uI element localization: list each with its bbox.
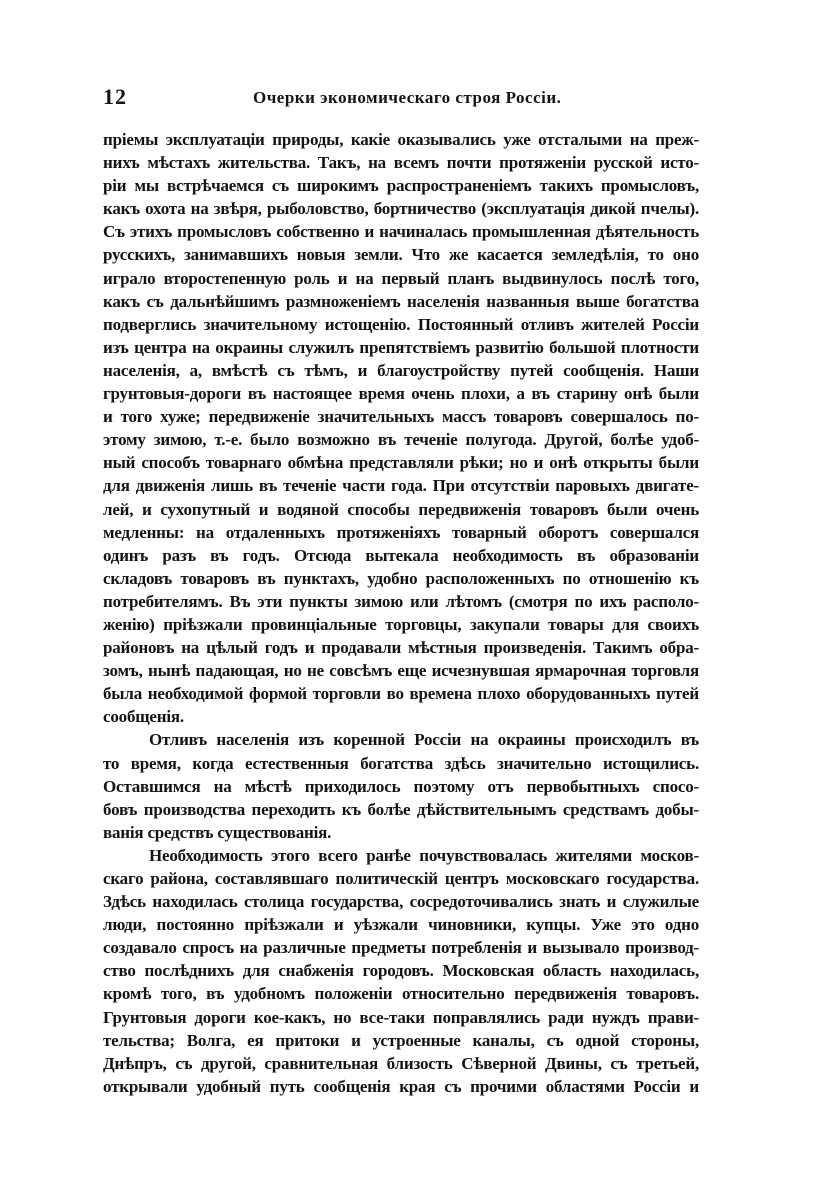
text-line: Здѣсь находилась столица государства, сосредоточивались знать и служилые xyxy=(103,892,699,912)
text-line: нихъ мѣстахъ жительства. Такъ, на всемъ почти протяженіи русской исто- xyxy=(103,153,699,173)
text-line: открывали удобный путь сообщенія края съ прочими областями Россіи и xyxy=(103,1076,699,1096)
text-line: создавало спросъ на различные предметы потребленія и вызывало производ- xyxy=(103,938,699,958)
text-line: грунтовыя-дороги въ настоящее время очень плохи, а въ старину онѣ были xyxy=(103,384,699,404)
text-line: то время, когда естественныя богатства здѣсь значительно истощились. xyxy=(103,753,699,773)
text-line: была необходимой формой торговли во времена плохо оборудованныхъ путей xyxy=(103,684,699,704)
paragraph-last-line: сообщенія. xyxy=(103,707,184,727)
text-line: люди, постоянно пріѣзжали и уѣзжали чиновники, купцы. Уже это одно xyxy=(103,915,699,935)
text-line: подверглись значительному истощенію. Постоянный отливъ жителей Россіи xyxy=(103,314,699,334)
paragraph-first-line: Отливъ населенія изъ коренной Россіи на окраины происходилъ въ xyxy=(149,730,699,750)
text-line: лей, и сухопутный и водяной способы передвиженія товаровъ были очень xyxy=(103,499,699,519)
text-line: ріи мы встрѣчаемся съ широкимъ распространеніемъ такихъ промысловъ, xyxy=(103,176,699,196)
text-line: ство послѣднихъ для снабженія городовъ. Московская область находилась, xyxy=(103,961,699,981)
text-line: зомъ, нынѣ падающая, но не совсѣмъ еще исчезнувшая ярмарочная торговля xyxy=(103,661,699,681)
text-line: женію) пріѣзжали провинціальные торговцы, закупали товары для своихъ xyxy=(103,614,699,634)
text-line: населенія, а, вмѣстѣ съ тѣмъ, и благоустройству путей сообщенія. Наши xyxy=(103,360,699,380)
text-line: складовъ товаровъ въ пунктахъ, удобно расположенныхъ по отношенію къ xyxy=(103,568,699,588)
text-line: Оставшимся на мѣстѣ приходилось поэтому отъ первобытныхъ спосо- xyxy=(103,776,699,796)
text-line: пріемы эксплуатаціи природы, какіе оказывались уже отсталыми на преж- xyxy=(103,130,699,149)
text-line: этому зимою, т.-е. было возможно въ теченіе полугода. Другой, болѣе удоб- xyxy=(103,430,699,450)
text-line: кромѣ того, въ удобномъ положеніи относительно передвиженія товаровъ. xyxy=(103,984,699,1004)
text-line: Грунтовыя дороги кое-какъ, но все-таки поправлялись ради нуждъ прави- xyxy=(103,1007,699,1027)
body-text xyxy=(103,128,699,1098)
running-head xyxy=(103,84,699,114)
text-line: бовъ производства переходить къ болѣе дѣйствительнымъ средствамъ добы- xyxy=(103,799,699,819)
text-line: тельства; Волга, ея притоки и устроенные каналы, съ одной стороны, xyxy=(103,1030,699,1050)
text-line: районовъ на цѣлый годъ и продавали мѣстныя произведенія. Такимъ обра- xyxy=(103,638,699,658)
text-line: скаго района, составлявшаго политическій центръ московскаго государства. xyxy=(103,869,699,888)
text-line: Днѣпръ, съ другой, сравнительная близость Сѣверной Двины, съ третьей, xyxy=(103,1053,699,1073)
text-line: играло второстепенную роль и на первый планъ выдвинулось послѣ того, xyxy=(103,268,699,288)
page-number: 12 xyxy=(103,84,127,109)
paragraph-last-line: ванія средствъ существованія. xyxy=(103,822,332,842)
text-line: медленны: на отдаленныхъ протяженіяхъ товарный оборотъ совершался xyxy=(103,522,699,542)
paragraph-first-line: Необходимость этого всего ранѣе почувствовалась жителями москов- xyxy=(149,845,699,865)
text-line: какъ съ дальнѣйшимъ размноженіемъ населенія названныя выше богатства xyxy=(103,291,699,311)
running-title: Очерки экономическаго строя Россіи. xyxy=(253,88,562,107)
text-line: Съ этихъ промысловъ собственно и начиналась промышленная дѣятельность xyxy=(103,222,699,242)
text-line: какъ охота на звѣря, рыболовство, бортничество (эксплуатація дикой пчелы). xyxy=(103,199,699,219)
text-line: русскихъ, занимавшихъ новыя земли. Что же касается земледѣлія, то оно xyxy=(103,245,699,265)
text-line: для движенія лишь въ теченіе части года. При отсутствіи паровыхъ двигате- xyxy=(103,476,699,496)
text-line: одинъ разъ въ годъ. Отсюда вытекала необходимость въ образованіи xyxy=(103,545,699,565)
book-page xyxy=(103,84,699,1098)
text-line: потребителямъ. Въ эти пункты зимою или лѣтомъ (смотря по ихъ располо- xyxy=(103,591,699,611)
text-line: изъ центра на окраины служилъ препятствіемъ развитію большой плотности xyxy=(103,337,699,357)
text-line: ный способъ товарнаго обмѣна представляли рѣки; но и онѣ открыты были xyxy=(103,453,699,473)
text-line: и того хуже; передвиженіе значительныхъ массъ товаровъ совершалось по- xyxy=(103,407,699,427)
